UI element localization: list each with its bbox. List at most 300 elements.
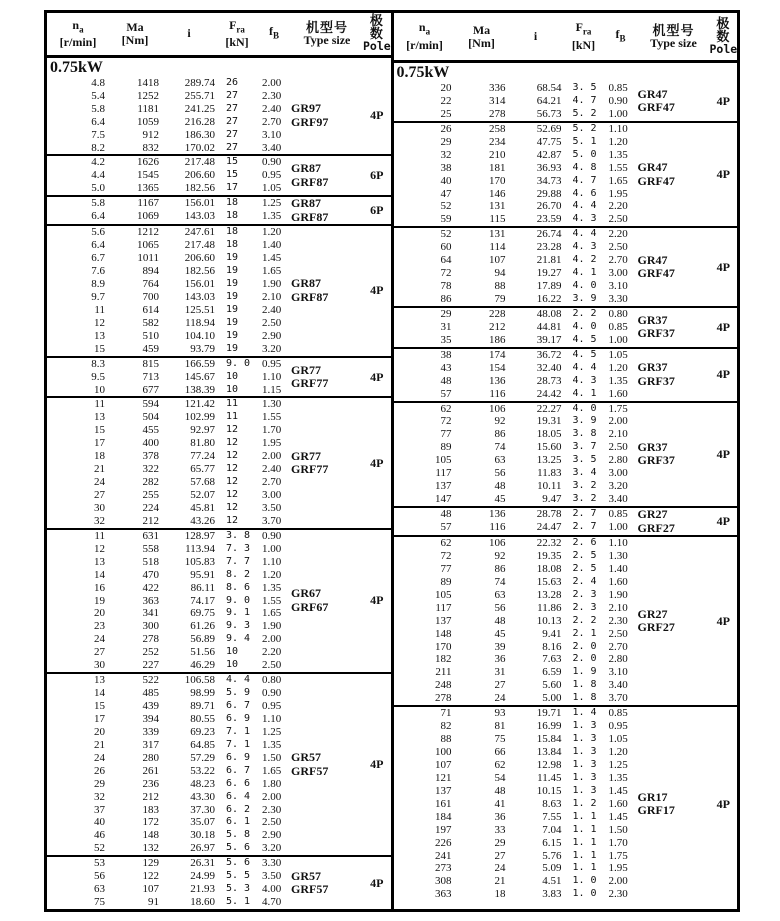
table-row	[394, 707, 638, 720]
rows-column	[394, 228, 638, 306]
cell-ma: 79	[494, 293, 506, 305]
table-row	[47, 103, 291, 116]
table-row	[394, 321, 638, 334]
type-size-label: GR87	[291, 161, 321, 176]
cell-fb: 1.05	[608, 733, 628, 746]
cell-i: 102.99	[184, 411, 215, 424]
cell-ma: 66	[494, 746, 506, 758]
cell-fra: 5. 2	[572, 107, 597, 119]
table-row	[47, 210, 291, 223]
cell-ma: 212	[142, 790, 159, 803]
cell-na: 13	[94, 329, 105, 342]
table-row	[47, 857, 291, 870]
pole-label: 4P	[716, 367, 730, 382]
table-row	[47, 674, 291, 687]
cell-i: 36.93	[536, 161, 562, 174]
table-row	[394, 349, 638, 362]
header-ma: Ma [Nm]	[468, 22, 495, 50]
cell-ma: 422	[142, 581, 159, 594]
rows-column	[47, 398, 291, 527]
data-block	[394, 82, 738, 123]
right-table-header	[394, 13, 738, 63]
cell-na: 24	[94, 633, 105, 646]
cell-fra: 3. 8	[572, 428, 597, 440]
cell-fra: 7. 7	[226, 555, 251, 567]
pole-label: 6P	[370, 168, 384, 183]
cell-ma: 136	[489, 374, 506, 387]
cell-na: 15	[94, 424, 105, 437]
cell-fra: 27	[226, 128, 239, 140]
cell-ma: 594	[142, 398, 159, 411]
header-type-size: 机型号 Type size	[650, 22, 697, 50]
table-row	[47, 77, 291, 90]
header-na: $n_a$ [r/min]	[406, 20, 443, 52]
header-fra: $F_{ra}$ [kN]	[571, 20, 596, 52]
table-row	[394, 480, 638, 493]
table-row	[394, 82, 638, 95]
cell-ma: 227	[142, 659, 159, 672]
table-row	[394, 441, 638, 454]
cell-fra: 1. 1	[572, 862, 597, 874]
cell-ma: 912	[142, 128, 159, 141]
type-size-label: GR27	[637, 507, 668, 521]
cell-ma: 212	[142, 514, 159, 527]
cell-fra: 7. 1	[226, 738, 251, 750]
cell-fb: 2.10	[608, 428, 628, 441]
cell-na: 62	[440, 402, 452, 415]
cell-i: 46.29	[190, 659, 215, 672]
cell-fra: 1. 2	[572, 797, 597, 809]
cell-i: 68.54	[536, 82, 562, 94]
cell-i: 13.25	[536, 454, 562, 467]
cell-fra: 1. 3	[572, 746, 597, 757]
cell-na: 105	[435, 588, 452, 601]
cell-fra: 2. 5	[572, 562, 597, 574]
table-row	[394, 850, 638, 863]
cell-ma: 122	[142, 870, 159, 883]
table-row	[47, 226, 291, 239]
cell-i: 289.74	[184, 76, 215, 89]
header-na: $n_a$ [r/min]	[59, 17, 97, 50]
cell-na: 26	[440, 122, 452, 135]
cell-fb: 1.45	[608, 784, 628, 797]
cell-ma: 832	[142, 141, 159, 154]
cell-fb: 2.70	[262, 115, 282, 128]
cell-fra: 4. 7	[572, 94, 597, 106]
cell-ma: 455	[142, 424, 159, 437]
table-row	[394, 388, 638, 401]
cell-na: 53	[94, 857, 105, 870]
cell-fb: 1.30	[262, 398, 282, 411]
cell-fra: 3. 5	[572, 82, 597, 93]
cell-na: 30	[94, 659, 105, 672]
table-row	[394, 798, 638, 811]
cell-i: 95.91	[190, 568, 215, 581]
table-row	[47, 330, 291, 343]
cell-fra: 2. 4	[572, 575, 597, 587]
table-row	[394, 550, 638, 563]
table-row	[394, 280, 638, 293]
header-fb: $f_B$	[268, 24, 279, 41]
rows-column	[394, 82, 638, 121]
pole-label: 4P	[370, 369, 384, 384]
cell-na: 197	[435, 823, 452, 836]
rows-column	[394, 123, 638, 227]
cell-fra: 19	[226, 265, 239, 277]
cell-ma: 136	[489, 508, 506, 520]
cell-fra: 5. 5	[226, 870, 251, 882]
data-block	[47, 226, 391, 357]
type-size-column	[291, 197, 363, 224]
cell-fra: 12	[226, 514, 239, 526]
table-row	[47, 358, 291, 371]
table-row	[394, 213, 638, 226]
cell-na: 31	[440, 320, 452, 333]
type-size-label: GR67	[291, 586, 321, 601]
cell-ma: 459	[142, 342, 159, 355]
cell-fb: 2.50	[608, 241, 628, 254]
cell-fra: 4. 2	[572, 254, 597, 266]
cell-fb: 1.70	[262, 424, 282, 437]
cell-fb: 1.20	[608, 746, 628, 758]
cell-i: 13.84	[536, 746, 562, 758]
table-row	[47, 595, 291, 608]
cell-na: 23	[94, 620, 105, 633]
cell-fb: 2.30	[262, 89, 282, 102]
cell-na: 29	[440, 307, 452, 320]
cell-fra: 6. 7	[226, 764, 251, 776]
cell-ma: 894	[142, 265, 159, 278]
table-row	[394, 521, 638, 534]
table-row	[47, 752, 291, 765]
cell-fra: 4. 3	[572, 374, 597, 386]
cell-ma: 510	[142, 329, 159, 342]
cell-i: 19.35	[536, 549, 562, 562]
cell-i: 5.09	[542, 862, 562, 875]
cell-na: 16	[94, 581, 105, 594]
cell-na: 27	[94, 489, 105, 501]
cell-fra: 9. 0	[226, 357, 251, 369]
cell-na: 47	[440, 187, 452, 200]
rows-column	[394, 308, 638, 347]
cell-i: 4.51	[542, 875, 562, 888]
cell-fb: 2.30	[608, 888, 628, 901]
cell-fra: 1. 9	[572, 666, 597, 678]
cell-i: 93.79	[190, 342, 215, 355]
type-size-label: GR87	[291, 276, 321, 291]
cell-fb: 0.95	[262, 700, 282, 712]
cell-i: 18.05	[536, 428, 562, 441]
table-row	[394, 785, 638, 798]
table-row	[394, 415, 638, 428]
table-row	[47, 713, 291, 726]
cell-fb: 2.00	[608, 415, 628, 428]
table-row	[394, 428, 638, 441]
cell-fb: 1.55	[262, 411, 282, 424]
cell-ma: 322	[142, 463, 159, 476]
table-row	[47, 582, 291, 595]
table-row	[47, 870, 291, 883]
cell-i: 34.73	[536, 174, 562, 187]
cell-fra: 1. 3	[572, 758, 597, 770]
pole-column	[710, 537, 738, 705]
cell-na: 9.5	[91, 370, 105, 383]
cell-i: 156.01	[184, 197, 215, 210]
table-row	[47, 142, 291, 155]
cell-i: 19.31	[536, 415, 562, 428]
cell-fb: 2.00	[262, 450, 282, 463]
type-size-label: GR87	[291, 196, 321, 211]
table-row	[47, 239, 291, 252]
table-row	[394, 759, 638, 772]
table-row	[394, 467, 638, 480]
cell-fra: 18	[226, 210, 239, 222]
cell-fra: 10	[226, 383, 239, 395]
cell-na: 24	[94, 751, 105, 764]
cell-fra: 4. 1	[572, 267, 597, 279]
table-row	[394, 837, 638, 850]
cell-fra: 3. 2	[572, 493, 597, 505]
cell-fra: 1. 3	[572, 771, 597, 783]
cell-na: 35	[440, 333, 452, 346]
cell-ma: 614	[142, 303, 159, 316]
cell-na: 105	[435, 454, 452, 467]
cell-fra: 7. 3	[226, 542, 251, 554]
cell-i: 23.59	[536, 213, 562, 226]
cell-na: 4.2	[91, 156, 105, 169]
cell-ma: 154	[489, 361, 506, 374]
cell-fra: 5. 1	[226, 896, 251, 908]
cell-i: 37.30	[190, 803, 215, 816]
cell-i: 247.61	[184, 226, 215, 239]
table-row	[394, 241, 638, 254]
table-row	[47, 607, 291, 620]
cell-fra: 5. 2	[572, 122, 597, 134]
type-size-label: GR97	[291, 101, 321, 116]
cell-fra: 4. 5	[572, 333, 597, 345]
cell-ma: 54	[494, 771, 506, 784]
table-row	[394, 334, 638, 347]
type-size-label: GR77	[291, 448, 321, 463]
cell-fb: 1.90	[262, 278, 282, 290]
type-size-label: GRF27	[637, 620, 675, 635]
type-size-label: GRF97	[291, 114, 329, 129]
cell-fra: 9. 1	[226, 607, 251, 619]
table-row	[394, 811, 638, 824]
cell-fb: 1.35	[608, 771, 628, 784]
cell-fb: 1.40	[608, 562, 628, 575]
cell-na: 5.6	[91, 226, 105, 239]
type-size-label: GR47	[637, 252, 668, 267]
cell-ma: 485	[142, 687, 159, 700]
rows-column	[394, 349, 638, 401]
cell-i: 52.69	[536, 122, 562, 135]
cell-fra: 2. 0	[572, 653, 597, 665]
table-row	[394, 720, 638, 733]
cell-fra: 10	[226, 646, 239, 658]
cell-i: 28.73	[536, 374, 562, 387]
cell-fb: 1.00	[608, 333, 628, 346]
table-row	[47, 633, 291, 646]
cell-ma: 174	[489, 348, 506, 361]
cell-i: 156.01	[184, 278, 215, 290]
cell-ma: 92	[494, 549, 506, 562]
cell-ma: 1069	[137, 210, 159, 223]
cell-fb: 1.65	[608, 174, 628, 187]
pole-label: 4P	[716, 259, 730, 274]
cell-i: 143.03	[184, 210, 215, 223]
cell-na: 20	[94, 607, 105, 620]
cell-i: 182.56	[184, 265, 215, 278]
cell-fb: 2.50	[608, 441, 628, 454]
power-rating-left: 0.75kW	[50, 58, 103, 76]
header-pole: 极数 Pole	[709, 16, 737, 56]
table-row	[394, 733, 638, 746]
cell-fra: 9. 4	[226, 633, 251, 645]
cell-i: 8.16	[542, 640, 562, 653]
type-size-label: GR37	[637, 439, 668, 454]
cell-i: 6.59	[542, 666, 562, 679]
cell-na: 273	[435, 862, 452, 875]
type-size-column	[638, 403, 710, 507]
cell-fb: 2.00	[608, 875, 628, 888]
table-row	[394, 602, 638, 615]
cell-ma: 48	[494, 614, 506, 627]
table-row	[394, 188, 638, 201]
data-block	[47, 530, 391, 674]
cell-ma: 280	[142, 751, 159, 764]
table-row	[47, 411, 291, 424]
cell-ma: 255	[142, 489, 159, 501]
cell-i: 16.99	[536, 720, 562, 733]
cell-ma: 170	[489, 174, 506, 187]
pole-column	[710, 308, 738, 347]
cell-fb: 1.65	[262, 764, 282, 777]
cell-fb: 4.00	[262, 883, 282, 896]
pole-label: 4P	[370, 593, 384, 608]
cell-ma: 74	[494, 575, 506, 588]
cell-i: 26.97	[190, 842, 215, 855]
cell-fb: 2.80	[608, 454, 628, 467]
cell-na: 72	[440, 267, 452, 280]
cell-fb: 1.90	[608, 588, 628, 601]
table-row	[394, 403, 638, 416]
table-row	[47, 129, 291, 142]
cell-i: 170.02	[184, 141, 215, 154]
right-table-blocks	[394, 82, 738, 901]
right-table-half	[394, 13, 738, 909]
cell-na: 363	[435, 888, 452, 901]
cell-fb: 2.40	[262, 102, 282, 115]
table-row	[47, 252, 291, 265]
cell-i: 24.99	[190, 870, 215, 883]
cell-na: 71	[440, 707, 452, 720]
data-block	[394, 123, 738, 229]
rows-column	[47, 857, 291, 909]
pole-label: 4P	[370, 108, 384, 123]
cell-ma: 24	[494, 862, 506, 875]
table-row	[394, 293, 638, 306]
cell-na: 12	[94, 316, 105, 329]
cell-i: 36.72	[536, 348, 562, 361]
cell-i: 43.26	[190, 514, 215, 527]
type-size-column	[638, 308, 710, 347]
cell-fra: 27	[226, 141, 239, 153]
cell-na: 13	[94, 674, 105, 687]
cell-na: 20	[94, 725, 105, 738]
cell-na: 40	[440, 174, 452, 187]
cell-ma: 88	[494, 280, 506, 293]
cell-ma: 41	[494, 797, 506, 810]
table-row	[394, 746, 638, 759]
cell-ma: 131	[489, 200, 506, 213]
cell-ma: 1059	[137, 115, 159, 128]
cell-na: 72	[440, 415, 452, 428]
cell-fra: 10	[226, 370, 239, 382]
cell-ma: 764	[142, 278, 159, 290]
cell-fb: 2.40	[262, 303, 282, 316]
pole-column	[363, 197, 391, 224]
cell-fra: 8. 2	[226, 568, 251, 580]
cell-ma: 31	[494, 666, 506, 679]
cell-fb: 1.35	[608, 374, 628, 387]
cell-fb: 1.00	[262, 542, 282, 555]
pole-label: 4P	[716, 167, 730, 182]
table-row	[394, 123, 638, 136]
data-block	[47, 197, 391, 226]
cell-fb: 3.20	[608, 480, 628, 493]
cell-fb: 1.05	[262, 182, 282, 195]
cell-na: 78	[440, 280, 452, 293]
cell-fra: 19	[226, 278, 239, 289]
cell-fb: 2.00	[262, 76, 282, 89]
cell-ma: 45	[494, 627, 506, 640]
type-size-column	[291, 358, 363, 397]
cell-na: 32	[440, 148, 452, 161]
cell-fb: 3.40	[262, 141, 282, 154]
cell-na: 5.8	[91, 197, 105, 210]
cell-fb: 2.30	[608, 614, 628, 627]
cell-i: 5.00	[542, 692, 562, 705]
table-row	[394, 108, 638, 121]
cell-fb: 1.65	[262, 607, 282, 620]
cell-fra: 19	[226, 303, 239, 315]
table-row	[47, 530, 291, 543]
cell-ma: 131	[489, 228, 506, 241]
cell-fb: 3.50	[262, 870, 282, 883]
cell-i: 16.22	[536, 293, 562, 305]
cell-ma: 261	[142, 764, 159, 777]
cell-ma: 314	[489, 94, 506, 107]
cell-fb: 0.90	[262, 529, 282, 542]
table-row	[394, 200, 638, 213]
cell-i: 206.60	[184, 252, 215, 265]
cell-ma: 18	[494, 888, 506, 901]
cell-i: 7.63	[542, 653, 562, 666]
cell-fra: 6. 9	[226, 751, 251, 763]
cell-i: 92.97	[190, 424, 215, 437]
table-row	[47, 182, 291, 195]
cell-ma: 36	[494, 653, 506, 666]
cell-ma: 132	[142, 842, 159, 855]
cell-fra: 19	[226, 316, 239, 328]
cell-ma: 210	[489, 148, 506, 161]
cell-fb: 2.20	[608, 200, 628, 213]
table-row	[394, 628, 638, 641]
type-size-label: GRF67	[291, 599, 329, 614]
cell-ma: 1212	[137, 226, 159, 239]
cell-ma: 114	[489, 241, 506, 254]
